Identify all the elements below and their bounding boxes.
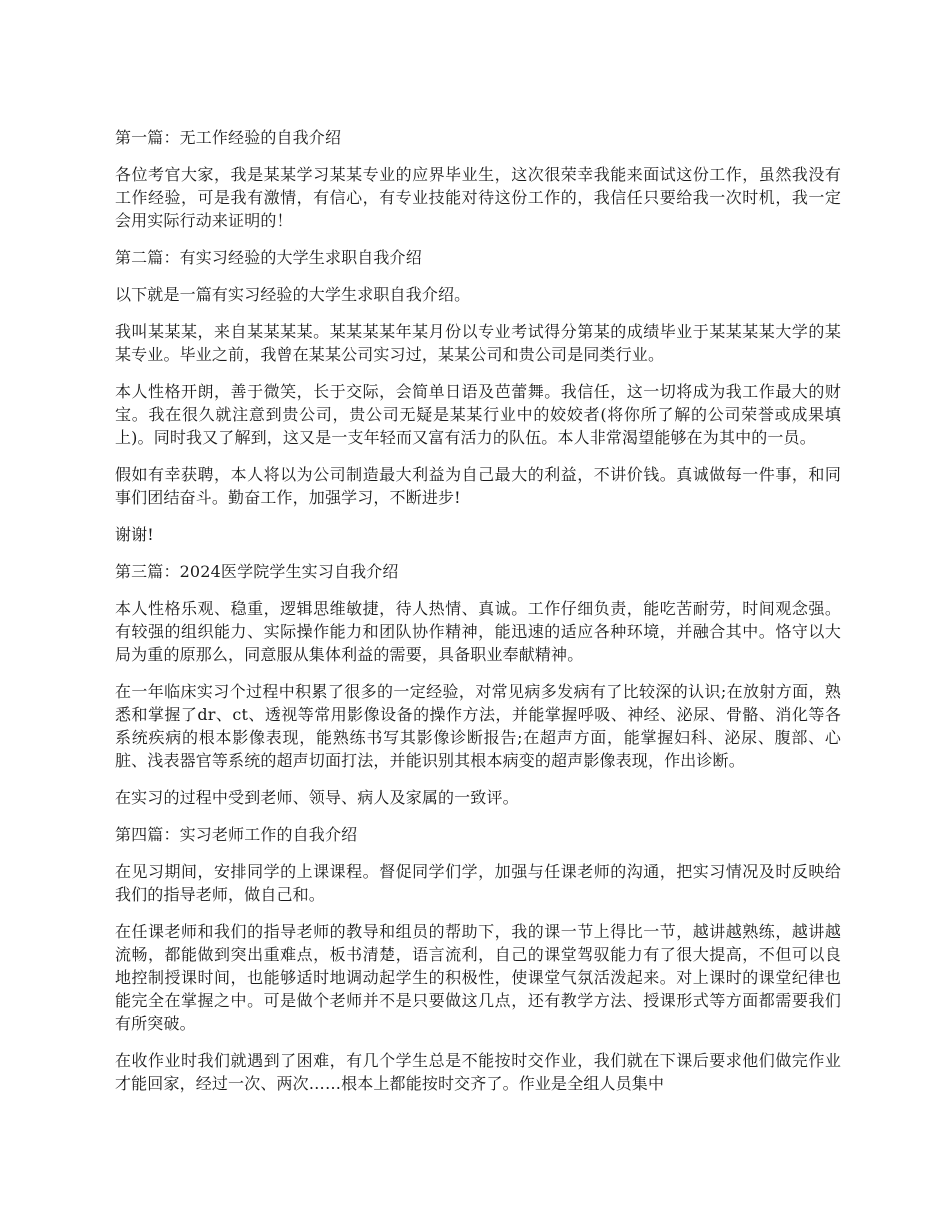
paragraph: 本人性格开朗，善于微笑，长于交际，会简单日语及芭蕾舞。我信任，这一切将成为我工作最大的财宝。我在很久就注意到贵公司，贵公司无疑是某某行业中的姣姣者(将你所了解的公司荣誉或成果填上)。同时我又了解到，这又是一支年轻而又富有活力的队伍。本人非常渴望能够在为其中的一员。 bbox=[115, 382, 841, 447]
paragraph: 假如有幸获聘，本人将以为公司制造最大利益为自己最大的利益，不讲价钱。真诚做每一件事，和同事们团结奋斗。勤奋工作，加强学习，不断进步! bbox=[115, 465, 841, 507]
section-heading-3: 第三篇：2024医学院学生实习自我介绍 bbox=[115, 562, 399, 581]
paragraph: 在一年临床实习个过程中积累了很多的一定经验，对常见病多发病有了比较深的认识;在放射方面，熟悉和掌握了dr、ct、透视等常用影像设备的操作方法，并能掌握呼吸、神经、泌尿、骨骼、消化等各系统疾病的根本影像表现，能熟练书写其影像诊断报告;在超声方面，能掌握妇科、泌尿、腹部、心脏、浅表器官等系统的超声切面打法，并能识别其根本病变的超声影像表现，作出诊断。 bbox=[115, 682, 841, 770]
section-heading-2: 第二篇：有实习经验的大学生求职自我介绍 bbox=[115, 248, 422, 267]
section-heading-1: 第一篇：无工作经验的自我介绍 bbox=[115, 128, 342, 147]
paragraph: 在任课老师和我们的指导老师的教导和组员的帮助下，我的课一节上得比一节，越讲越熟练，越讲越流畅，都能做到突出重难点，板书清楚，语言流利，自己的课堂驾驭能力有了很大提高，不但可以良地控制授课时间，也能够适时地调动起学生的积极性，使课堂气氛活泼起来。对上课时的课堂纪律也能完全在掌握之中。可是做个老师并不是只要做这几点，还有教学方法、授课形式等方面都需要我们有所突破。 bbox=[115, 922, 841, 1033]
paragraph: 以下就是一篇有实习经验的大学生求职自我介绍。 bbox=[115, 285, 471, 304]
paragraph: 在见习期间，安排同学的上课课程。督促同学们学，加强与任课老师的沟通，把实习情况及时反映给我们的指导老师，做自己和。 bbox=[115, 862, 841, 904]
paragraph: 在收作业时我们就遇到了困难，有几个学生总是不能按时交作业，我们就在下课后要求他们做完作业才能回家，经过一次、两次……根本上都能按时交齐了。作业是全组人员集中 bbox=[115, 1051, 841, 1093]
paragraph: 在实习的过程中受到老师、领导、病人及家属的一致评。 bbox=[115, 788, 519, 807]
paragraph: 本人性格乐观、稳重，逻辑思维敏捷，待人热情、真诚。工作仔细负责，能吃苦耐劳，时间观念强。有较强的组织能力、实际操作能力和团队协作精神，能迅速的适应各种环境，并融合其中。恪守以大局为重的原那么，同意服从集体利益的需要，具备职业奉献精神。 bbox=[115, 599, 841, 664]
paragraph: 我叫某某某，来自某某某某。某某某某年某月份以专业考试得分第某的成绩毕业于某某某某大学的某某专业。毕业之前，我曾在某某公司实习过，某某公司和贵公司是同类行业。 bbox=[115, 322, 841, 364]
paragraph: 各位考官大家，我是某某学习某某专业的应界毕业生，这次很荣幸我能来面试这份工作，虽然我没有工作经验，可是我有激情，有信心，有专业技能对待这份工作的，我信任只要给我一次时机，我一定会用实际行动来证明的！ bbox=[115, 165, 841, 230]
section-heading-4: 第四篇：实习老师工作的自我介绍 bbox=[115, 825, 358, 844]
document-body bbox=[115, 126, 841, 1109]
paragraph: 谢谢! bbox=[115, 525, 154, 544]
